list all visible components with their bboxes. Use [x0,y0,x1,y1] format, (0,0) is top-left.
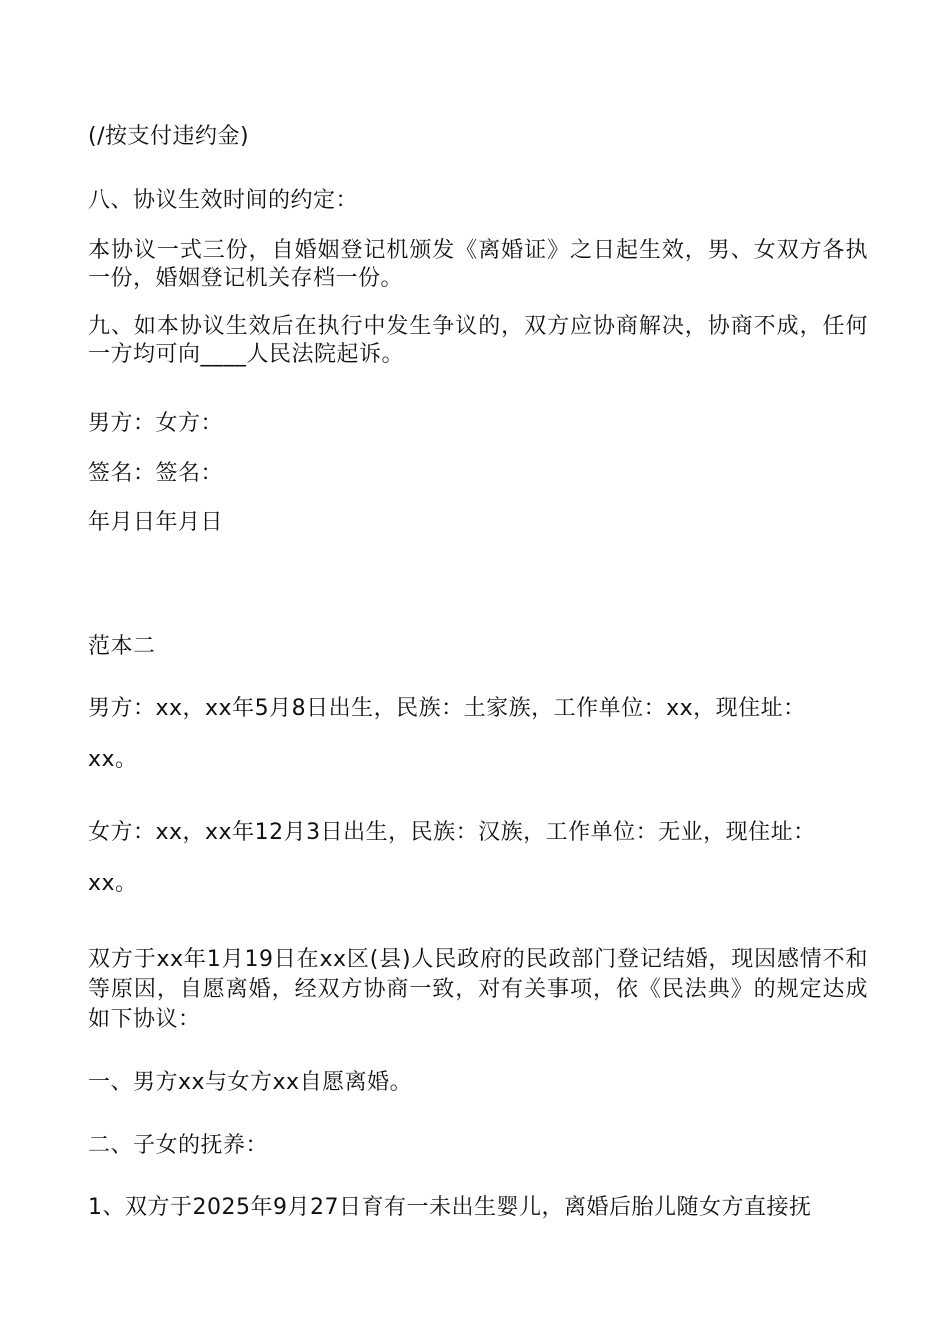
clause-1-divorce: 一、男方xx与女方xx自愿离婚。 [88,1070,413,1095]
date-labels: 年月日年月日 [88,510,224,535]
signature-labels: 签名：签名： [88,461,224,486]
paragraph-marriage-background: 双方于xx年1月19日在xx区(县)人民政府的民政部门登记结婚，现因感情不和等原因，自愿离婚，经双方协商一致，对有关事项，依《民法典》的规定达成如下协议： [88,947,868,1032]
female-party-address: xx。 [88,871,138,896]
sample-two-heading: 范本二 [88,634,156,659]
paragraph-effective-terms: 本协议一式三份，自婚姻登记机颁发《离婚证》之日起生效，男、女双方各执一份，婚姻登记机关存档一份。 [88,238,868,291]
male-party-address: xx。 [88,747,138,772]
paragraph-section-9: 九、如本协议生效后在执行中发生争议的，双方应协商解决，协商不成，任何一方均可向____人民法院起诉。 [88,314,868,367]
female-party-info: 女方：xx，xx年12月3日出生，民族：汉族，工作单位：无业，现住址： [88,820,816,845]
clause-2-heading: 二、子女的抚养： [88,1133,269,1158]
clause-2-item-1: 1、双方于2025年9月27日育有一未出生婴儿，离婚后胎儿随女方直接抚 [88,1195,812,1220]
party-labels: 男方：女方： [88,411,224,436]
male-party-info: 男方：xx，xx年5月8日出生，民族：土家族，工作单位：xx，现住址： [88,696,806,721]
heading-section-8: 八、协议生效时间的约定： [88,188,359,213]
paragraph-penalty-note: (/按支付违约金) [88,124,250,149]
